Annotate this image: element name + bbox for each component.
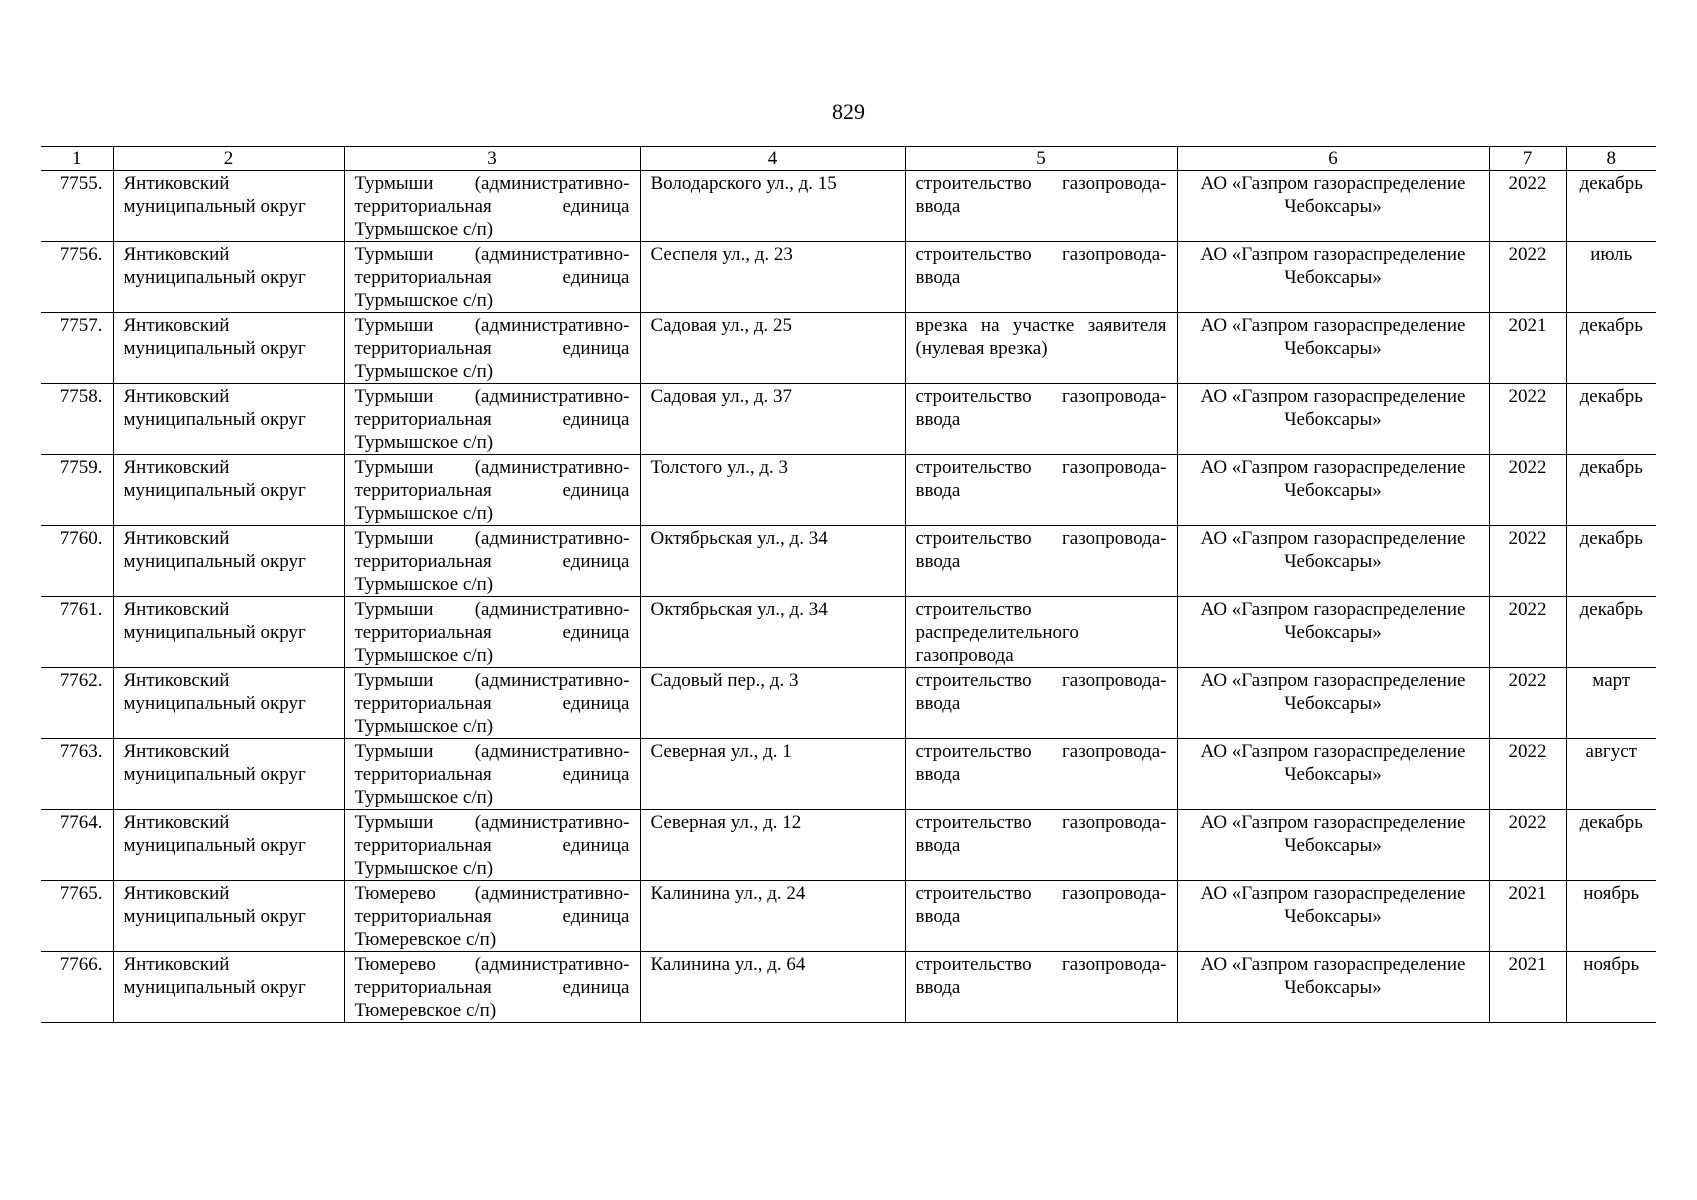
work-type-cell: строительство газопровода-ввода — [905, 242, 1177, 313]
locality-cell: Турмыши (административно-территориальная единица Турмышское с/п) — [344, 810, 640, 881]
column-header-8: 8 — [1566, 147, 1656, 171]
work-type-cell: строительство газопровода-ввода — [905, 881, 1177, 952]
locality-cell: Турмыши (административно-территориальная единица Турмышское с/п) — [344, 526, 640, 597]
locality-cell: Тюмерево (административно-территориальная единица Тюмеревское с/п) — [344, 952, 640, 1023]
year-cell: 2021 — [1489, 313, 1566, 384]
year-cell: 2022 — [1489, 384, 1566, 455]
row-number-cell: 7761. — [41, 597, 113, 668]
month-cell: ноябрь — [1566, 881, 1656, 952]
table-header-row — [41, 147, 1656, 171]
row-number-cell: 7765. — [41, 881, 113, 952]
organization-cell: АО «Газпром газораспределение Чебоксары» — [1177, 810, 1489, 881]
organization-cell: АО «Газпром газораспределение Чебоксары» — [1177, 739, 1489, 810]
table-row — [41, 810, 1656, 881]
column-header-5: 5 — [905, 147, 1177, 171]
district-cell: Янтиковский муниципальный округ — [113, 384, 344, 455]
organization-cell: АО «Газпром газораспределение Чебоксары» — [1177, 952, 1489, 1023]
year-cell: 2022 — [1489, 739, 1566, 810]
row-number-cell: 7758. — [41, 384, 113, 455]
year-cell: 2022 — [1489, 810, 1566, 881]
row-number-cell: 7755. — [41, 171, 113, 242]
year-cell: 2021 — [1489, 952, 1566, 1023]
row-number-cell: 7762. — [41, 668, 113, 739]
table-row — [41, 668, 1656, 739]
table-body — [41, 171, 1656, 1023]
locality-cell: Турмыши (административно-территориальная единица Турмышское с/п) — [344, 313, 640, 384]
locality-cell: Турмыши (административно-территориальная единица Турмышское с/п) — [344, 171, 640, 242]
work-type-cell: строительство газопровода-ввода — [905, 455, 1177, 526]
month-cell: декабрь — [1566, 810, 1656, 881]
locality-cell: Турмыши (административно-территориальная единица Турмышское с/п) — [344, 242, 640, 313]
locality-cell: Турмыши (административно-территориальная единица Турмышское с/п) — [344, 597, 640, 668]
work-type-cell: строительство газопровода-ввода — [905, 739, 1177, 810]
column-header-7: 7 — [1489, 147, 1566, 171]
work-type-cell: строительство газопровода-ввода — [905, 952, 1177, 1023]
table-row — [41, 881, 1656, 952]
organization-cell: АО «Газпром газораспределение Чебоксары» — [1177, 881, 1489, 952]
address-cell: Калинина ул., д. 64 — [640, 952, 905, 1023]
table-row — [41, 597, 1656, 668]
address-cell: Октябрьская ул., д. 34 — [640, 526, 905, 597]
month-cell: март — [1566, 668, 1656, 739]
work-type-cell: строительство газопровода-ввода — [905, 810, 1177, 881]
district-cell: Янтиковский муниципальный округ — [113, 455, 344, 526]
row-number-cell: 7759. — [41, 455, 113, 526]
column-header-4: 4 — [640, 147, 905, 171]
work-type-cell: строительство газопровода-ввода — [905, 171, 1177, 242]
address-cell: Садовая ул., д. 37 — [640, 384, 905, 455]
address-cell: Октябрьская ул., д. 34 — [640, 597, 905, 668]
district-cell: Янтиковский муниципальный округ — [113, 526, 344, 597]
work-type-cell: строительство газопровода-ввода — [905, 668, 1177, 739]
data-table — [41, 146, 1656, 1023]
row-number-cell: 7757. — [41, 313, 113, 384]
table-row — [41, 739, 1656, 810]
table-row — [41, 171, 1656, 242]
address-cell: Сеспеля ул., д. 23 — [640, 242, 905, 313]
district-cell: Янтиковский муниципальный округ — [113, 242, 344, 313]
organization-cell: АО «Газпром газораспределение Чебоксары» — [1177, 384, 1489, 455]
organization-cell: АО «Газпром газораспределение Чебоксары» — [1177, 242, 1489, 313]
organization-cell: АО «Газпром газораспределение Чебоксары» — [1177, 455, 1489, 526]
table-row — [41, 526, 1656, 597]
row-number-cell: 7763. — [41, 739, 113, 810]
month-cell: август — [1566, 739, 1656, 810]
work-type-cell: строительство распределительного газопровода — [905, 597, 1177, 668]
work-type-cell: врезка на участке заявителя (нулевая врезка) — [905, 313, 1177, 384]
row-number-cell: 7766. — [41, 952, 113, 1023]
organization-cell: АО «Газпром газораспределение Чебоксары» — [1177, 668, 1489, 739]
district-cell: Янтиковский муниципальный округ — [113, 597, 344, 668]
month-cell: декабрь — [1566, 526, 1656, 597]
district-cell: Янтиковский муниципальный округ — [113, 739, 344, 810]
address-cell: Северная ул., д. 12 — [640, 810, 905, 881]
address-cell: Толстого ул., д. 3 — [640, 455, 905, 526]
month-cell: декабрь — [1566, 455, 1656, 526]
district-cell: Янтиковский муниципальный округ — [113, 952, 344, 1023]
district-cell: Янтиковский муниципальный округ — [113, 810, 344, 881]
row-number-cell: 7760. — [41, 526, 113, 597]
locality-cell: Турмыши (административно-территориальная единица Турмышское с/п) — [344, 739, 640, 810]
table-row — [41, 455, 1656, 526]
organization-cell: АО «Газпром газораспределение Чебоксары» — [1177, 597, 1489, 668]
month-cell: декабрь — [1566, 597, 1656, 668]
organization-cell: АО «Газпром газораспределение Чебоксары» — [1177, 526, 1489, 597]
table-row — [41, 313, 1656, 384]
address-cell: Калинина ул., д. 24 — [640, 881, 905, 952]
locality-cell: Турмыши (административно-территориальная единица Турмышское с/п) — [344, 668, 640, 739]
district-cell: Янтиковский муниципальный округ — [113, 313, 344, 384]
table-row — [41, 952, 1656, 1023]
year-cell: 2021 — [1489, 881, 1566, 952]
month-cell: декабрь — [1566, 384, 1656, 455]
column-header-2: 2 — [113, 147, 344, 171]
year-cell: 2022 — [1489, 668, 1566, 739]
month-cell: ноябрь — [1566, 952, 1656, 1023]
row-number-cell: 7756. — [41, 242, 113, 313]
year-cell: 2022 — [1489, 455, 1566, 526]
column-header-1: 1 — [41, 147, 113, 171]
locality-cell: Тюмерево (административно-территориальная единица Тюмеревское с/п) — [344, 881, 640, 952]
locality-cell: Турмыши (административно-территориальная единица Турмышское с/п) — [344, 455, 640, 526]
table-row — [41, 242, 1656, 313]
year-cell: 2022 — [1489, 242, 1566, 313]
month-cell: декабрь — [1566, 171, 1656, 242]
address-cell: Северная ул., д. 1 — [640, 739, 905, 810]
work-type-cell: строительство газопровода-ввода — [905, 526, 1177, 597]
organization-cell: АО «Газпром газораспределение Чебоксары» — [1177, 171, 1489, 242]
address-cell: Володарского ул., д. 15 — [640, 171, 905, 242]
month-cell: июль — [1566, 242, 1656, 313]
year-cell: 2022 — [1489, 171, 1566, 242]
district-cell: Янтиковский муниципальный округ — [113, 881, 344, 952]
table-row — [41, 384, 1656, 455]
work-type-cell: строительство газопровода-ввода — [905, 384, 1177, 455]
column-header-6: 6 — [1177, 147, 1489, 171]
address-cell: Садовая ул., д. 25 — [640, 313, 905, 384]
column-header-3: 3 — [344, 147, 640, 171]
organization-cell: АО «Газпром газораспределение Чебоксары» — [1177, 313, 1489, 384]
year-cell: 2022 — [1489, 526, 1566, 597]
month-cell: декабрь — [1566, 313, 1656, 384]
page-number: 829 — [832, 99, 865, 124]
district-cell: Янтиковский муниципальный округ — [113, 668, 344, 739]
district-cell: Янтиковский муниципальный округ — [113, 171, 344, 242]
address-cell: Садовый пер., д. 3 — [640, 668, 905, 739]
locality-cell: Турмыши (административно-территориальная единица Турмышское с/п) — [344, 384, 640, 455]
year-cell: 2022 — [1489, 597, 1566, 668]
row-number-cell: 7764. — [41, 810, 113, 881]
